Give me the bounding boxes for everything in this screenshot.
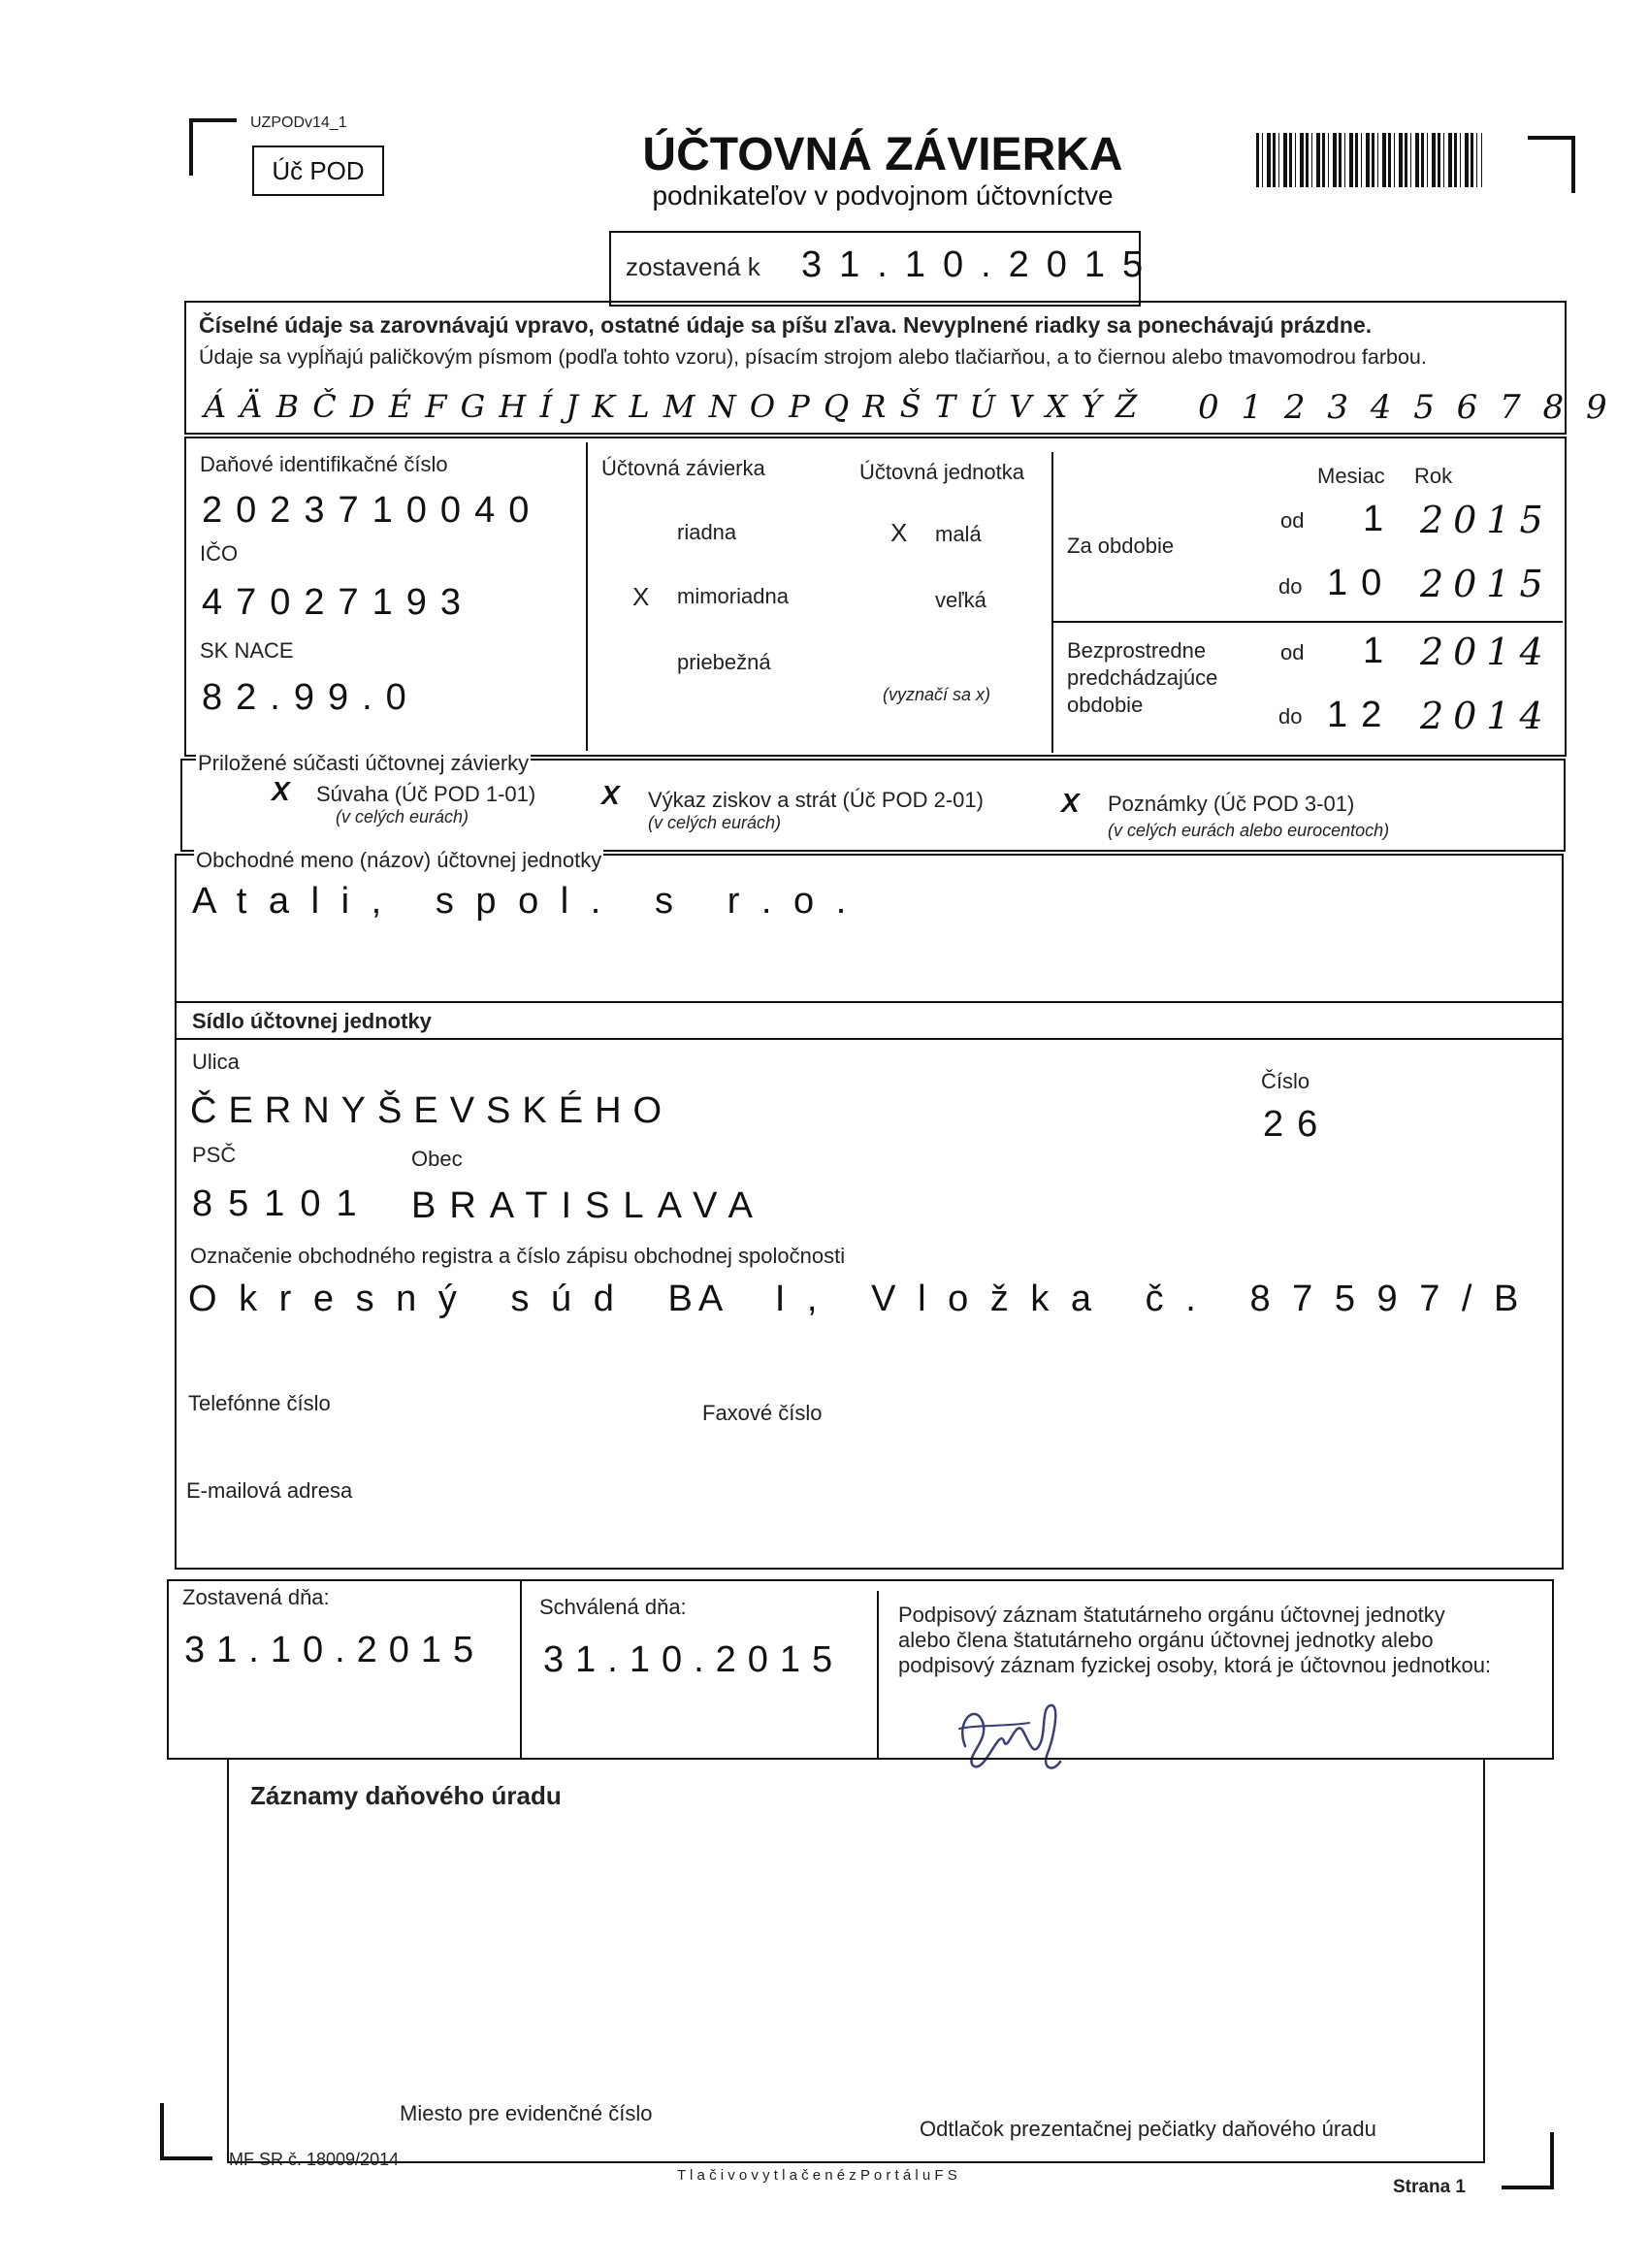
corner-mark-top-right bbox=[1528, 136, 1575, 193]
attachment-pnl-label: Výkaz ziskov a strát (Úč POD 2-01) bbox=[648, 788, 984, 812]
attachment-notes-mark: X bbox=[1061, 788, 1080, 818]
compiled-date-value: 31.10.2015 bbox=[801, 244, 1161, 285]
printed-note: T l a č i v o v y t l a č e n é z P o r t á l u F S bbox=[677, 2167, 957, 2184]
form-badge bbox=[252, 146, 384, 196]
nace-value: 82.99.0 bbox=[202, 677, 420, 718]
attachment-notes-label: Poznámky (Úč POD 3-01) bbox=[1108, 792, 1355, 816]
period-previous-from-label: od bbox=[1280, 640, 1305, 664]
period-previous-label-3: obdobie bbox=[1067, 693, 1144, 717]
ico-label: IČO bbox=[200, 541, 239, 566]
period-previous-from-year: 2014 bbox=[1420, 631, 1553, 673]
sample-digits: 0 1 2 3 4 5 6 7 8 9 bbox=[1198, 388, 1613, 427]
period-current-from-month: 1 bbox=[1363, 499, 1398, 539]
register-label: Označenie obchodného registra a číslo zápisu obchodnej spoločnosti bbox=[190, 1244, 846, 1268]
seat-heading: Sídlo účtovnej jednotky bbox=[192, 1009, 432, 1033]
dic-label: Daňové identifikačné číslo bbox=[200, 452, 448, 476]
psc-value: 85101 bbox=[192, 1183, 372, 1224]
closing-type-extraordinary: mimoriadna bbox=[677, 584, 789, 608]
page-subtitle: podnikateľov v podvojnom účtovníctve bbox=[652, 180, 1114, 211]
period-current-from-label: od bbox=[1280, 508, 1305, 533]
house-number-label: Číslo bbox=[1261, 1069, 1310, 1093]
register-value: O k r e s n ý s ú d BA I , V l o ž k a č . 8 7 5 9 7 / B bbox=[188, 1279, 1525, 1319]
instructions-line-1: Číselné údaje sa zarovnávajú vpravo, ostatné údaje sa píšu zľava. Nevyplnené riadky sa ponechávajú prázdne. bbox=[199, 312, 1373, 338]
period-previous-label-1: Bezprostredne bbox=[1067, 638, 1207, 663]
instructions-line-2: Údaje sa vypĺňajú paličkovým písmom (podľa tohto vzoru), písacím strojom alebo tlačiarňou, a to čiernou alebo tmavomodrou farbou. bbox=[199, 345, 1427, 369]
corner-mark-bottom-left bbox=[160, 2103, 212, 2160]
ministry-code: MF SR č. 18009/2014 bbox=[229, 2150, 400, 2169]
nace-label: SK NACE bbox=[200, 638, 294, 663]
period-previous-to-year: 2014 bbox=[1420, 695, 1553, 737]
street-value: ČERNYŠEVSKÉHO bbox=[190, 1090, 674, 1131]
closing-type-regular: riadna bbox=[677, 520, 737, 544]
period-current-to-label: do bbox=[1278, 574, 1303, 599]
closing-type-interim: priebežná bbox=[677, 650, 771, 674]
form-badge-text: Úč POD bbox=[272, 156, 365, 185]
divider-period-rows bbox=[1053, 621, 1563, 623]
period-previous-to-label: do bbox=[1278, 704, 1303, 729]
compiled-date-label: zostavená k bbox=[626, 252, 760, 281]
barcode bbox=[1256, 133, 1482, 187]
tax-office-heading: Záznamy daňového úradu bbox=[250, 1781, 562, 1810]
divider-dates-1 bbox=[520, 1581, 522, 1758]
ico-value: 47027193 bbox=[202, 582, 475, 623]
divider-seat bbox=[177, 1001, 1562, 1003]
city-value: BRATISLAVA bbox=[411, 1185, 766, 1226]
period-year-header: Rok bbox=[1414, 464, 1453, 488]
attachment-pnl-note: (v celých eurách) bbox=[648, 813, 782, 832]
stamp-label: Odtlačok prezentačnej pečiatky daňového úradu bbox=[920, 2117, 1376, 2141]
compiled-on-label: Zostavená dňa: bbox=[182, 1585, 330, 1609]
signature-text-2: alebo člena štatutárneho orgánu účtovnej jednotky alebo bbox=[898, 1628, 1434, 1652]
company-name-label: Obchodné meno (názov) účtovnej jednotky bbox=[196, 848, 602, 872]
dic-value: 2023710040 bbox=[202, 490, 543, 531]
unit-type-small: malá bbox=[935, 522, 982, 546]
company-section bbox=[175, 854, 1564, 1570]
period-previous-to-month: 12 bbox=[1327, 695, 1396, 735]
unit-type-note: (vyznačí sa x) bbox=[883, 685, 991, 704]
company-name-value: A t a l i , s p o l . s r . o . bbox=[192, 881, 853, 922]
divider-dates-2 bbox=[877, 1591, 879, 1758]
divider-ident-type bbox=[586, 442, 588, 751]
period-current-to-month: 10 bbox=[1327, 563, 1396, 603]
unit-type-heading: Účtovná jednotka bbox=[859, 460, 1024, 484]
signature-text-1: Podpisový záznam štatutárneho orgánu účtovnej jednotky bbox=[898, 1603, 1445, 1627]
period-current-to-year: 2015 bbox=[1420, 563, 1553, 605]
attachment-notes-note: (v celých eurách alebo eurocentoch) bbox=[1108, 821, 1390, 840]
corner-mark-top-left bbox=[189, 118, 237, 176]
attachment-balance-note: (v celých eurách) bbox=[336, 807, 469, 826]
phone-label: Telefónne číslo bbox=[188, 1391, 331, 1415]
unit-type-small-mark: X bbox=[890, 518, 908, 547]
attachment-pnl-mark: X bbox=[601, 780, 620, 810]
compiled-on-value: 31.10.2015 bbox=[184, 1630, 486, 1670]
city-label: Obec bbox=[411, 1147, 463, 1171]
closing-type-extraordinary-mark: X bbox=[632, 582, 650, 611]
divider-type-period bbox=[1051, 452, 1053, 753]
psc-label: PSČ bbox=[192, 1143, 237, 1167]
form-code: UZPODv14_1 bbox=[250, 114, 347, 131]
period-previous-label-2: predchádzajúce bbox=[1067, 665, 1218, 690]
period-month-header: Mesiac bbox=[1317, 464, 1385, 488]
approved-on-value: 31.10.2015 bbox=[543, 1639, 845, 1680]
house-number-value: 26 bbox=[1263, 1104, 1332, 1145]
corner-mark-bottom-right bbox=[1502, 2132, 1554, 2189]
period-current-from-year: 2015 bbox=[1420, 499, 1553, 541]
signature-text-3: podpisový záznam fyzickej osoby, ktorá je účtovnou jednotkou: bbox=[898, 1653, 1492, 1677]
email-label: E-mailová adresa bbox=[186, 1478, 353, 1503]
period-current-label: Za obdobie bbox=[1067, 534, 1175, 558]
sample-letters: Á Ä B Č D É F G H Í J K L M N O P Q R Š T Ú V X Ý Ž bbox=[204, 388, 1140, 425]
closing-type-heading: Účtovná závierka bbox=[601, 456, 765, 480]
page-title: ÚČTOVNÁ ZÁVIERKA bbox=[642, 129, 1123, 180]
attachment-balance-label: Súvaha (Úč POD 1-01) bbox=[316, 782, 536, 806]
page-number: Strana 1 bbox=[1393, 2177, 1466, 2197]
street-label: Ulica bbox=[192, 1050, 240, 1074]
attachments-heading: Priložené súčasti účtovnej závierky bbox=[198, 751, 530, 775]
attachment-balance-mark: X bbox=[272, 776, 290, 806]
divider-seat-bottom bbox=[177, 1038, 1562, 1040]
fax-label: Faxové číslo bbox=[702, 1401, 823, 1425]
evidence-number-label: Miesto pre evidenčné číslo bbox=[400, 2101, 653, 2125]
approved-on-label: Schválená dňa: bbox=[539, 1595, 687, 1619]
unit-type-large: veľká bbox=[935, 588, 986, 612]
period-previous-from-month: 1 bbox=[1363, 631, 1398, 671]
